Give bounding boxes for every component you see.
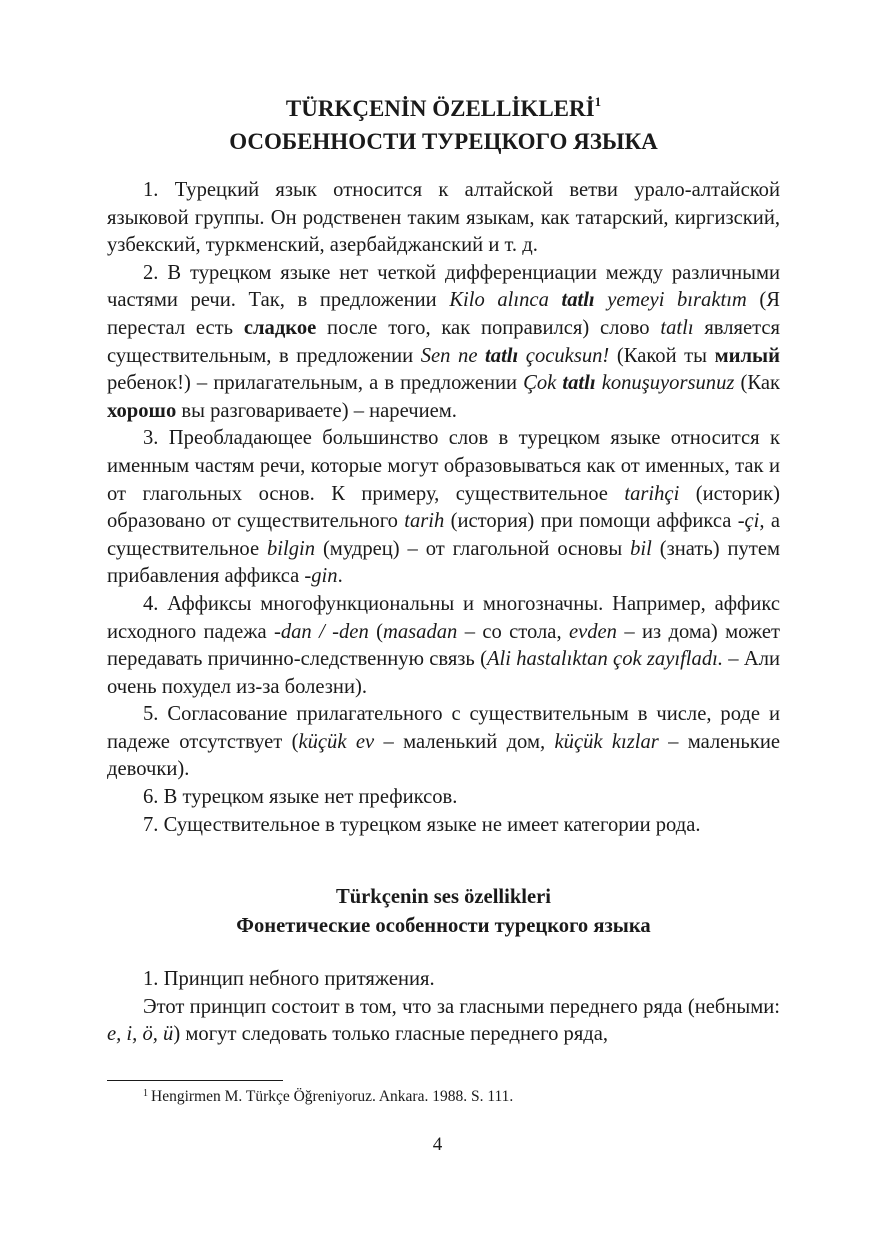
footnote [143,1087,513,1107]
subtitle-russian: Фонетические особенности турецкого языка [236,915,651,938]
paragraph-phon-1: 1. Принцип небного притяжения. [143,968,435,991]
paragraph-2: 2. В турецком языке нет четкой дифференциации между различными частями речи. Так, в предложении Kilo alınca tatlı yemeyi bıraktım (Я перестал есть сладкое после того, как поправился) слово tatlı является существительным, в предложении Sen ne tatlı çocuksun! (Какой ты милый ребенок!) – прилагательным, а в предложении Çok tatlı konuşuyorsunuz (Как хорошо вы разговариваете) – наречием. [107,261,781,422]
title-turkish: TÜRKÇENİN ÖZELLİKLERİ [285,96,595,121]
footnote-mark: 1 [143,1088,148,1099]
page-number: 4 [432,1134,443,1155]
title-russian: ОСОБЕННОСТИ ТУРЕЦКОГО ЯЗЫКА [229,129,658,154]
section-phonetics [107,966,780,1049]
paragraph-4: 4. Аффиксы многофункциональны и многозначны. Например, аффикс исходного падежа -dan / -den (masadan – со стола, evden – из дома) может передавать причинно-следственную связь (Ali hastalıktan çok zayıfladı. – Али очень похудел из-за болезни). [107,592,781,698]
section-subtitle [107,883,780,941]
section-features [107,177,780,839]
page-title [107,92,780,158]
paragraph-7: 7. Существительное в турецком языке не имеет категории рода. [143,813,701,836]
paragraph-3: 3. Преобладающее большинство слов в турецком языке относится к именным частям речи, которые могут образовываться как от именных, так и от глагольных основ. К примеру, существительное tarihçi (историк) образовано от существительного tarih (история) при помощи аффикса -çi, а существительное bilgin (мудрец) – от глагольной основы bil (знать) путем прибавления аффикса -gin. [107,427,780,588]
paragraph-6: 6. В турецком языке нет префиксов. [143,786,458,809]
footnote-divider [107,1080,283,1081]
footnote-reference[interactable]: 1 [594,94,602,109]
paragraph-1: 1. Турецкий язык относится к алтайской ветви урало-алтайской языковой группы. Он родственен таким языкам, как татарский, киргизский, узбекский, туркменский, азербайджанский и т. д. [107,179,780,257]
subtitle-turkish: Türkçenin ses özellikleri [335,886,552,909]
paragraph-5: 5. Согласование прилагательного с существительным в числе, роде и падеже отсутствует (küçük ev – маленький дом, küçük kızlar – маленькие девочки). [107,703,780,781]
paragraph-phon-2: Этот принцип состоит в том, что за гласными переднего ряда (небными: e, i, ö, ü) могут следовать только гласные переднего ряда, [107,995,780,1046]
page-body [107,92,780,1049]
footnote-text: Hengirmen M. Türkçe Öğreniyoruz. Ankara. 1988. S. 111. [151,1088,514,1105]
